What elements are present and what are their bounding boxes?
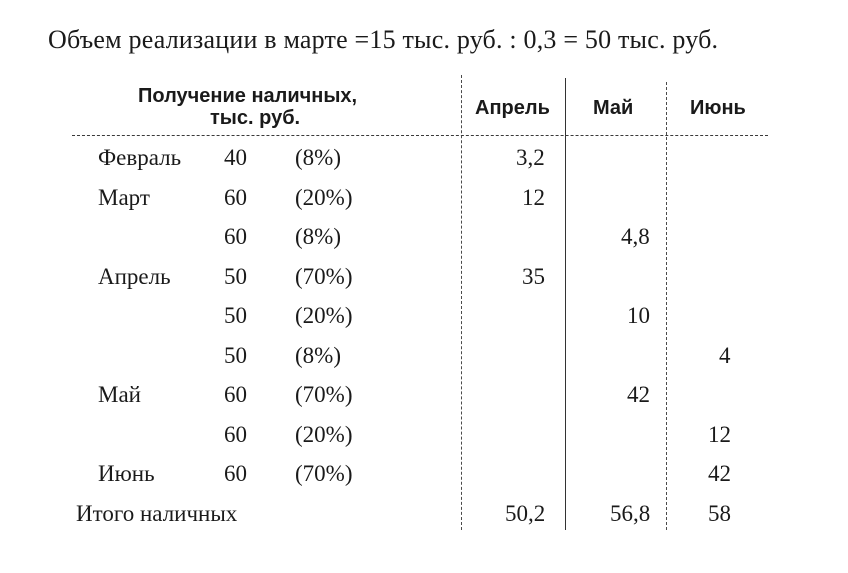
cell-jun: 4 xyxy=(719,342,731,368)
total-april: 50,2 xyxy=(505,500,546,526)
column-divider xyxy=(565,78,566,530)
column-divider xyxy=(461,75,462,530)
column-divider xyxy=(666,82,667,530)
row-amount: 60 xyxy=(224,184,247,210)
row-amount: 50 xyxy=(224,303,247,328)
row-percent: (20%) xyxy=(295,184,353,210)
row-percent: (70%) xyxy=(295,382,353,407)
cell-jun: 42 xyxy=(708,461,731,486)
cell-apr: 3,2 xyxy=(516,145,545,170)
row-amount: 60 xyxy=(224,421,247,447)
row-month-label: Июнь xyxy=(98,461,155,486)
column-header-may: Май xyxy=(593,97,634,119)
row-month-label: Март xyxy=(98,184,150,210)
total-may: 56,8 xyxy=(610,500,651,526)
cell-may: 10 xyxy=(627,303,650,328)
row-percent: (20%) xyxy=(295,303,353,328)
cell-may: 42 xyxy=(627,382,650,407)
header-units: тыс. руб. xyxy=(210,107,301,129)
row-month-label: Апрель xyxy=(98,263,171,289)
row-amount: 60 xyxy=(224,461,247,486)
cell-jun: 12 xyxy=(708,421,731,447)
row-amount: 60 xyxy=(224,224,247,249)
row-percent: (20%) xyxy=(295,421,353,447)
row-amount: 50 xyxy=(224,263,247,289)
column-header-june: Июнь xyxy=(690,97,746,119)
row-amount: 40 xyxy=(224,145,247,170)
cell-may: 4,8 xyxy=(621,224,650,249)
row-percent: (70%) xyxy=(295,461,353,486)
total-label: Итого наличных xyxy=(76,500,238,526)
row-month-label: Май xyxy=(98,382,141,407)
column-header-april: Апрель xyxy=(475,97,550,119)
cell-apr: 12 xyxy=(522,184,545,210)
row-amount: 50 xyxy=(224,342,247,368)
row-percent: (8%) xyxy=(295,342,341,368)
heading-formula: Объем реализации в марте =15 тыс. руб. : 0,3 = 50 тыс. руб. xyxy=(48,25,719,54)
total-june: 58 xyxy=(708,500,731,526)
row-percent: (70%) xyxy=(295,263,353,289)
row-percent: (8%) xyxy=(295,224,341,249)
row-percent: (8%) xyxy=(295,145,341,170)
row-month-label: Февраль xyxy=(98,145,182,170)
cell-apr: 35 xyxy=(522,263,545,289)
row-amount: 60 xyxy=(224,382,247,407)
header-rule xyxy=(72,135,768,136)
header-cash-receipts: Получение наличных, xyxy=(138,85,358,107)
